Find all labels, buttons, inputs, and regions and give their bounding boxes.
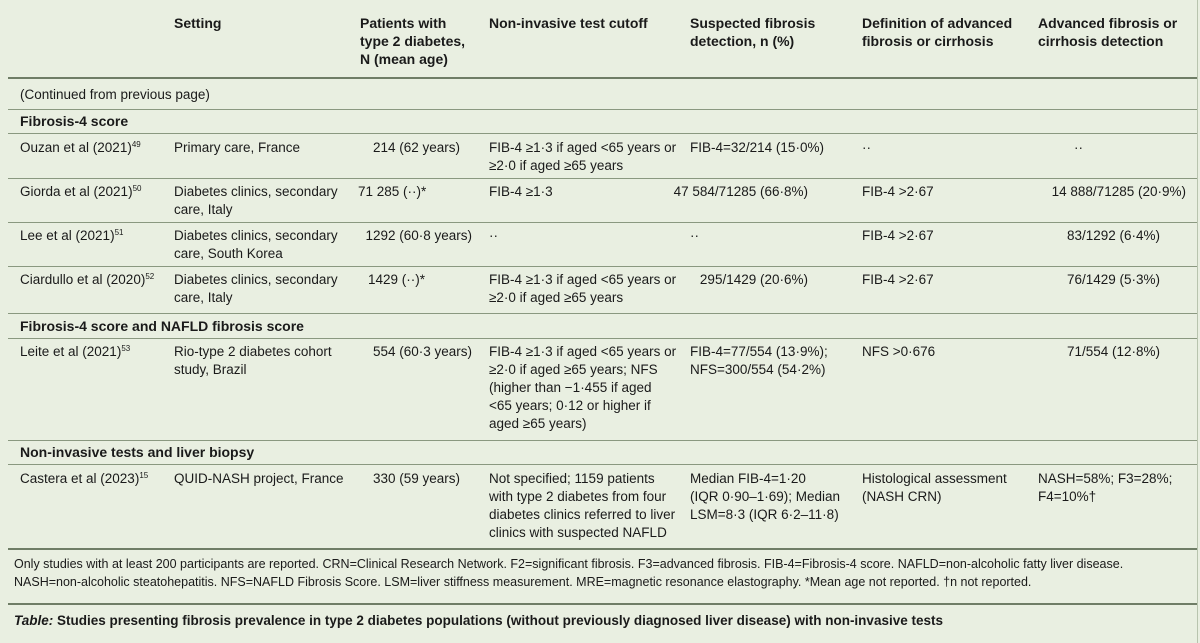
- patients-cell: 1292 (60·8 years): [365, 228, 472, 243]
- suspected-cell: FIB-4=77/554 (13·9%); NFS=300/554 (54·2%): [690, 344, 828, 377]
- study-cell: Ciardullo et al $(2020)^{52}$: [20, 272, 155, 287]
- table-bottom-rule: [8, 548, 1198, 550]
- definition-cell: FIB-4 >2·67: [862, 228, 934, 243]
- header-setting: Setting: [174, 15, 222, 31]
- cutoff-cell: FIB-4 ≥1·3 if aged <65 years or ≥2·0 if aged ≥65 years: [489, 140, 677, 173]
- rule: [8, 222, 1198, 223]
- page-edge: [1197, 0, 1198, 643]
- definition-cell: FIB-4 >2·67: [862, 184, 934, 199]
- cutoff-cell: ··: [489, 228, 498, 243]
- advanced-cell: NASH=58%; F3=28%; F4=10%†: [1038, 471, 1173, 504]
- patients-cell: 71 285 (··)*: [358, 184, 427, 199]
- study-cell: Castera et al $(2023)^{15}$: [20, 471, 149, 486]
- suspected-cell: Median FIB-4=1·20 (IQR 0·90–1·69); Median LSM=8·3 (IQR 6·2–11·8): [690, 471, 841, 522]
- setting-cell: Primary care, France: [174, 140, 301, 155]
- header-cutoff: Non-invasive test cutoff: [489, 15, 648, 31]
- table-header: [0, 0, 1200, 74]
- setting-cell: Diabetes clinics, secondary care, Italy: [174, 272, 338, 305]
- header-patients: Patients with type 2 diabetes, N (mean age): [360, 15, 466, 67]
- setting-cell: Rio-type 2 diabetes cohort study, Brazil: [174, 344, 332, 377]
- study-cell: Giorda et al $(2021)^{50}$: [20, 184, 142, 199]
- caption-rule: [8, 603, 1198, 605]
- table-footnote: Only studies with at least 200 participants are reported. CRN=Clinical Research Network. F2=significant fibrosis. F3=advanced fibrosis. FIB-4=Fibrosis-4 score. NAFLD=non-alcoholic fatty liver disease. NASH=non-alcoholic steatohepatitis. NFS=NAFLD Fibrosis Score. LSM=liver stiffness measurement. MRE=magnetic resonance elastography. *Mean age not reported. †n not reported.: [14, 557, 1124, 589]
- advanced-cell: 76/1429 (5·3%): [1066, 272, 1160, 287]
- patients-cell: 1429 (··)*: [368, 272, 426, 287]
- header-rule: [8, 77, 1198, 79]
- cutoff-cell: Not specified; 1159 patients with type 2 diabetes from four diabetes clinics referred to liver clinics with suspected NAFLD: [489, 471, 676, 540]
- rule: [8, 266, 1198, 267]
- setting-cell: QUID-NASH project, France: [174, 471, 344, 486]
- advanced-cell: 14 888/71285 (20·9%): [1051, 184, 1186, 199]
- header-advanced: Advanced fibrosis or cirrhosis detection: [1038, 15, 1178, 49]
- table-caption: [14, 612, 1184, 630]
- header-definition: Definition of advanced fibrosis or cirrhosis: [862, 15, 1013, 49]
- rule: [8, 313, 1198, 314]
- section-title-fib4-nfs: Fibrosis-4 score and NAFLD fibrosis score: [20, 318, 304, 334]
- suspected-cell: 47 584/71285 (66·8%): [673, 184, 808, 199]
- advanced-cell: ··: [1074, 140, 1083, 155]
- patients-cell: 214 (62 years): [372, 140, 460, 155]
- section-title-nit-biopsy: Non-invasive tests and liver biopsy: [20, 444, 255, 460]
- patients-cell: 330 (59 years): [372, 471, 460, 486]
- advanced-cell: 83/1292 (6·4%): [1066, 228, 1160, 243]
- continued-note: (Continued from previous page): [20, 87, 210, 102]
- rule: [8, 440, 1198, 441]
- suspected-cell: ··: [690, 228, 699, 243]
- study-cell: Ouzan et al $(2021)^{49}$: [20, 140, 141, 155]
- rule: [8, 178, 1198, 179]
- definition-cell: FIB-4 >2·67: [862, 272, 934, 287]
- patients-cell: 554 (60·3 years): [372, 344, 472, 359]
- cutoff-cell: FIB-4 ≥1·3: [489, 184, 553, 199]
- setting-cell: Diabetes clinics, secondary care, South Korea: [174, 228, 338, 261]
- section-title-fib4: Fibrosis-4 score: [20, 113, 129, 129]
- suspected-cell: 295/1429 (20·6%): [699, 272, 808, 287]
- rule: [8, 109, 1198, 110]
- cutoff-cell: FIB-4 ≥1·3 if aged <65 years or ≥2·0 if aged ≥65 years: [489, 272, 677, 305]
- rule: [8, 338, 1198, 339]
- setting-cell: Diabetes clinics, secondary care, Italy: [174, 184, 338, 217]
- header-suspected: Suspected fibrosis detection, n (%): [690, 15, 816, 49]
- cutoff-cell: FIB-4 ≥1·3 if aged <65 years or ≥2·0 if aged ≥65 years; NFS (higher than −1·455 if aged <65 years; 0·12 or higher if aged ≥65 years): [489, 344, 677, 431]
- advanced-cell: 71/554 (12·8%): [1066, 344, 1160, 359]
- rule: [8, 464, 1198, 465]
- definition-cell: ··: [862, 140, 871, 155]
- study-cell: Lee et al $(2021)^{51}$: [20, 228, 124, 243]
- definition-cell: Histological assessment (NASH CRN): [862, 471, 1007, 504]
- rule: [8, 133, 1198, 134]
- suspected-cell: FIB-4=32/214 (15·0%): [690, 140, 824, 155]
- caption-text: Studies presenting fibrosis prevalence in type 2 diabetes populations (without previously diagnosed liver disease) with non-invasive tests: [57, 613, 943, 628]
- study-cell: Leite et al $(2021)^{53}$: [20, 344, 131, 359]
- caption-label: Table:: [14, 613, 54, 628]
- definition-cell: NFS >0·676: [862, 344, 936, 359]
